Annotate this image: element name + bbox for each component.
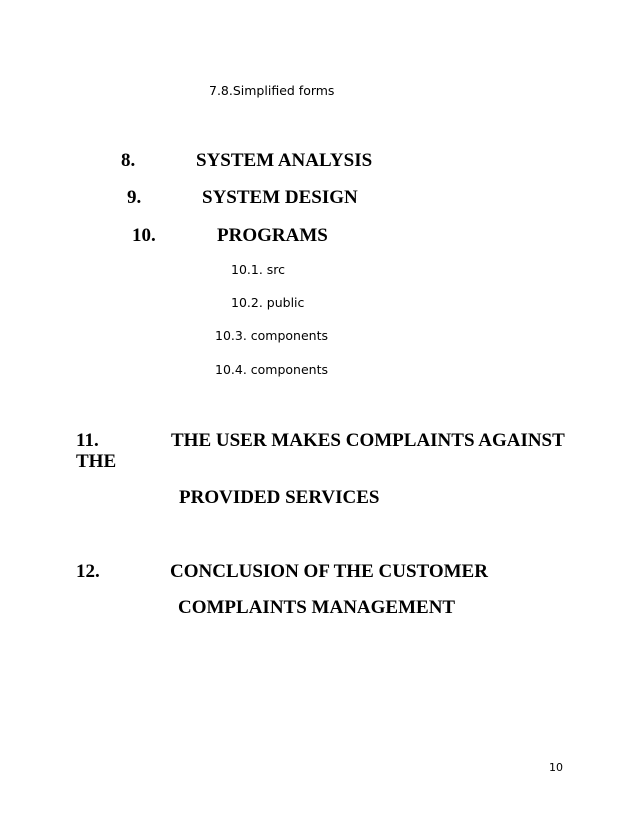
toc-title-11-wrap: THE — [76, 451, 117, 472]
toc-item-7-8: 7.8.Simplified forms — [209, 83, 335, 98]
toc-title-8: SYSTEM ANALYSIS — [196, 150, 373, 171]
toc-title-11-line2: PROVIDED SERVICES — [179, 487, 380, 508]
toc-number-9: 9. — [127, 187, 142, 208]
toc-title-9: SYSTEM DESIGN — [202, 187, 358, 208]
toc-number-10: 10. — [132, 225, 156, 246]
toc-number-12: 12. — [76, 561, 100, 582]
toc-title-11-line1: THE USER MAKES COMPLAINTS AGAINST — [171, 430, 565, 451]
toc-subitem-10-3: 10.3. components — [215, 328, 329, 343]
toc-number-11: 11. — [76, 430, 99, 451]
toc-title-12-line1: CONCLUSION OF THE CUSTOMER — [170, 561, 488, 582]
toc-number-8: 8. — [121, 150, 136, 171]
toc-subitem-10-2: 10.2. public — [231, 295, 305, 310]
page-number: 10 — [549, 761, 563, 774]
toc-subitem-10-4: 10.4. components — [215, 362, 329, 377]
toc-title-12-line2: COMPLAINTS MANAGEMENT — [178, 597, 456, 618]
toc-subitem-10-1: 10.1. src — [231, 262, 286, 277]
toc-title-10: PROGRAMS — [217, 225, 328, 246]
